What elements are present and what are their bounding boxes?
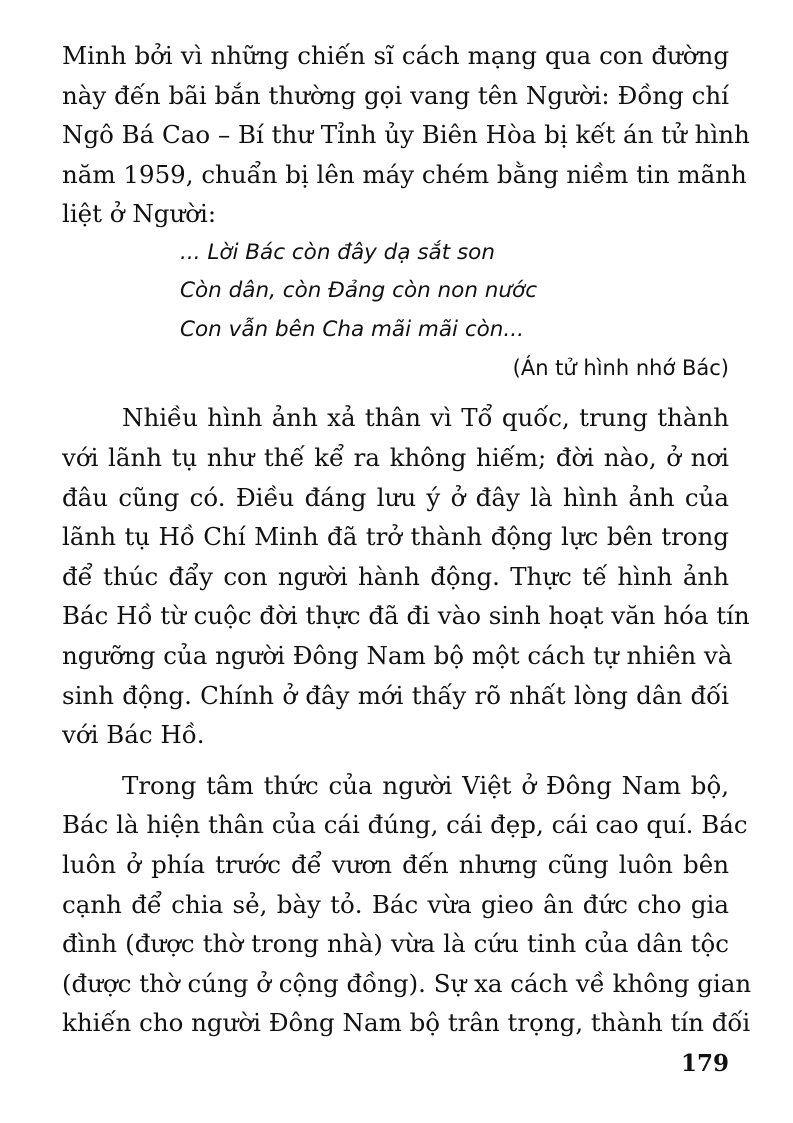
paragraph-2 <box>62 766 752 1043</box>
text-line: với lãnh tụ như thế kể ra không hiếm; đời nào, ở nơi <box>62 443 729 473</box>
paragraph-1 <box>62 398 750 754</box>
text-line: cạnh để chia sẻ, bày tỏ. Bác vừa gieo ân đức cho gia <box>62 889 729 919</box>
text-line: luôn ở phía trước để vươn đến nhưng cũng luôn bên <box>62 850 729 879</box>
text-line: Ngô Bá Cao – Bí thư Tỉnh ủy Biên Hòa bị kết án tử hình <box>62 120 750 150</box>
text-line: với Bác Hồ. <box>62 720 205 750</box>
book-page <box>62 36 752 1043</box>
poem-line: Con vẫn bên Cha mãi mãi còn... <box>180 316 524 342</box>
text-line: ngưỡng của người Đông Nam bộ một cách tự nhiên và <box>62 641 733 671</box>
text-line: (được thờ cúng ở cộng đồng). Sự xa cách về không gian <box>62 968 752 998</box>
poem-line: ... Lời Bác còn đây dạ sắt son <box>180 239 495 265</box>
text-line: Minh bởi vì những chiến sĩ cách mạng qua con đường <box>62 41 729 70</box>
text-line: sinh động. Chính ở đây mới thấy rõ nhất lòng dân đối <box>62 680 729 710</box>
text-line: đâu cũng có. Điều đáng lưu ý ở đây là hình ảnh của <box>62 482 729 512</box>
text-line: liệt ở Người: <box>62 199 217 229</box>
text-line: năm 1959, chuẩn bị lên máy chém bằng niềm tin mãnh <box>62 159 747 189</box>
page-number: 179 <box>680 1050 729 1077</box>
poem-source: (Án tử hình nhớ Bác) <box>512 356 729 381</box>
text-line: để thúc đẩy con người hành động. Thực tế hình ảnh <box>62 561 729 591</box>
intro-paragraph <box>62 36 750 234</box>
text-line: Bác Hồ từ cuộc đời thực đã đi vào sinh hoạt văn hóa tín <box>62 601 750 631</box>
text-line: lãnh tụ Hồ Chí Minh đã trở thành động lực bên trong <box>62 522 729 552</box>
text-line: Nhiều hình ảnh xả thân vì Tổ quốc, trung thành <box>122 403 729 433</box>
text-line: Trong tâm thức của người Việt ở Đông Nam bộ, <box>122 770 729 800</box>
text-line: đình (được thờ trong nhà) vừa là cứu tinh của dân tộc <box>62 929 729 959</box>
text-line: Bác là hiện thân của cái đúng, cái đẹp, cái cao quí. Bác <box>62 810 748 840</box>
poem-quote <box>62 234 729 388</box>
text-line: này đến bãi bắn thường gọi vang tên Người: Đồng chí <box>62 80 729 110</box>
poem-line: Còn dân, còn Đảng còn non nước <box>180 278 538 304</box>
text-line: khiến cho người Đông Nam bộ trân trọng, thành tín đối <box>62 1008 751 1038</box>
